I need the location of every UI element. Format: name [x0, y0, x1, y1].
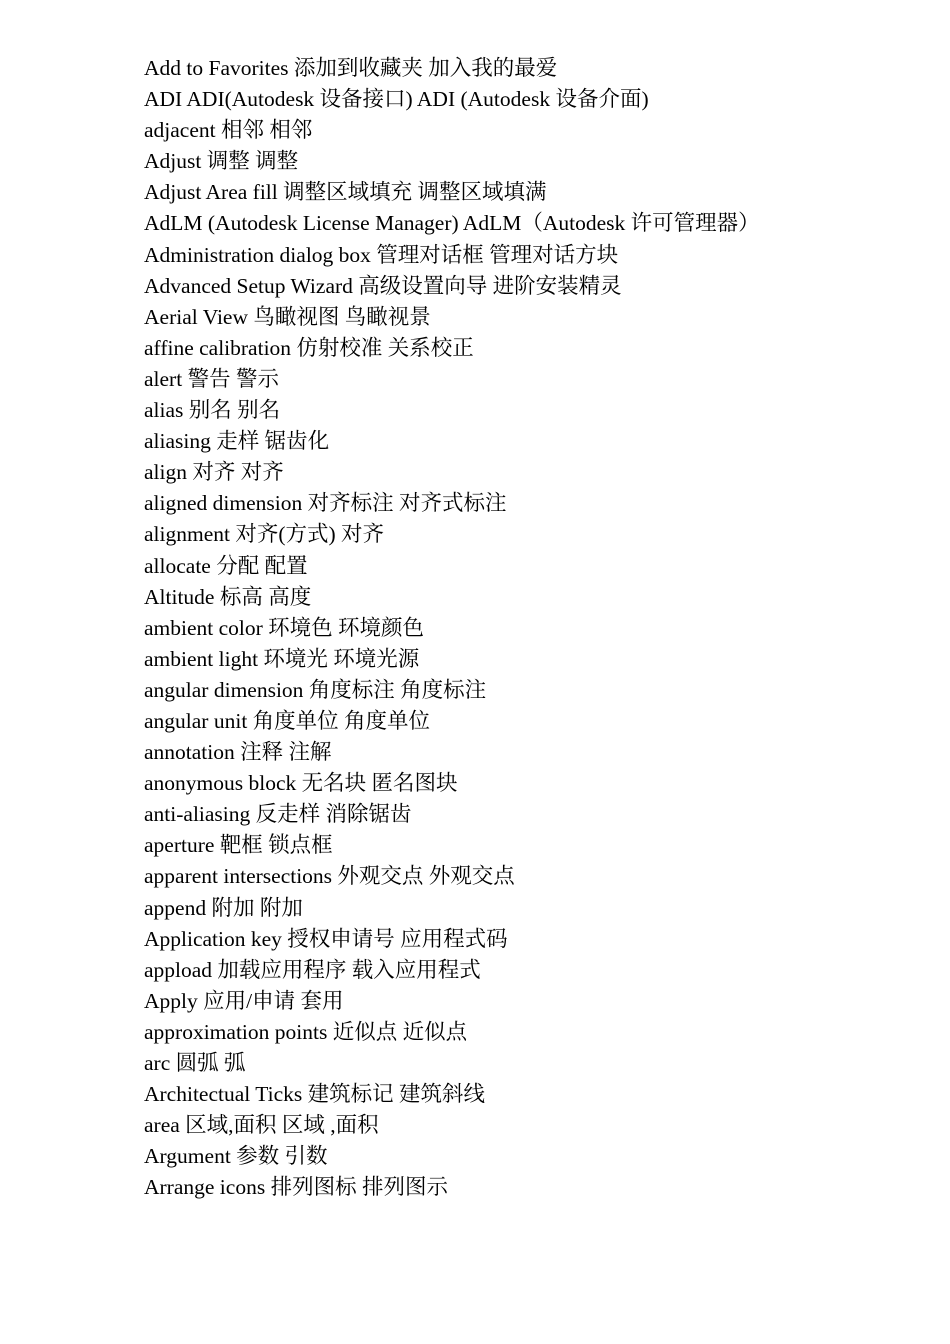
glossary-entry: approximation points 近似点 近似点: [144, 1019, 468, 1044]
glossary-entry: AdLM (Autodesk License Manager) AdLM（Autodesk 许可管理器）: [144, 211, 760, 236]
glossary-entry: angular dimension 角度标注 角度标注: [144, 677, 487, 702]
glossary-entry: arc 圆弧 弧: [144, 1051, 246, 1075]
glossary-entry: Arrange icons 排列图标 排列图示: [144, 1175, 448, 1200]
glossary-entry: aliasing 走样 锯齿化: [144, 429, 330, 454]
glossary-entry: area 区域,面积 区域 ,面积: [144, 1113, 379, 1138]
glossary-entry: Architectual Ticks 建筑标记 建筑斜线: [144, 1082, 485, 1107]
glossary-list: [144, 53, 934, 1203]
glossary-entry: ambient color 环境色 环境颜色: [144, 615, 425, 640]
glossary-entry: aperture 靶框 锁点框: [144, 833, 333, 858]
glossary-entry: allocate 分配 配置: [144, 553, 308, 578]
glossary-entry: alignment 对齐(方式) 对齐: [144, 522, 385, 547]
glossary-entry: append 附加 附加: [144, 895, 303, 920]
glossary-entry: align 对齐 对齐: [144, 460, 284, 485]
glossary-entry: Add to Favorites 添加到收藏夹 加入我的最爱: [144, 56, 558, 80]
glossary-entry: annotation 注释 注解: [144, 740, 332, 765]
glossary-entry: apparent intersections 外观交点 外观交点: [144, 864, 515, 889]
glossary-entry: angular unit 角度单位 角度单位: [144, 708, 431, 733]
glossary-entry: Application key 授权申请号 应用程式码: [144, 926, 508, 951]
glossary-entry: anonymous block 无名块 匿名图块: [144, 771, 458, 796]
glossary-entry: alias 别名 别名: [144, 398, 281, 423]
glossary-entry: adjacent 相邻 相邻: [144, 118, 313, 143]
glossary-entry: affine calibration 仿射校准 关系校正: [144, 335, 474, 360]
glossary-entry: ambient light 环境光 环境光源: [144, 646, 420, 671]
glossary-entry: Adjust Area fill 调整区域填充 调整区域填满: [144, 180, 547, 205]
glossary-entry: alert 警告 警示: [144, 366, 279, 391]
glossary-entry: Apply 应用/申请 套用: [144, 988, 344, 1013]
glossary-entry: ADI ADI(Autodesk 设备接口) ADI (Autodesk 设备介面): [144, 87, 649, 112]
glossary-entry: aligned dimension 对齐标注 对齐式标注: [144, 491, 507, 516]
glossary-entry: anti-aliasing 反走样 消除锯齿: [144, 802, 412, 827]
glossary-entry: Administration dialog box 管理对话框 管理对话方块: [144, 242, 619, 267]
glossary-entry: Argument 参数 引数: [144, 1144, 328, 1169]
glossary-entry: Aerial View 鸟瞰视图 鸟瞰视景: [144, 304, 431, 329]
glossary-entry: appload 加载应用程序 载入应用程式: [144, 957, 481, 982]
glossary-entry: Adjust 调整 调整: [144, 149, 299, 174]
glossary-entry: Advanced Setup Wizard 高级设置向导 进阶安装精灵: [144, 273, 622, 298]
glossary-entry: Altitude 标高 高度: [144, 584, 312, 609]
